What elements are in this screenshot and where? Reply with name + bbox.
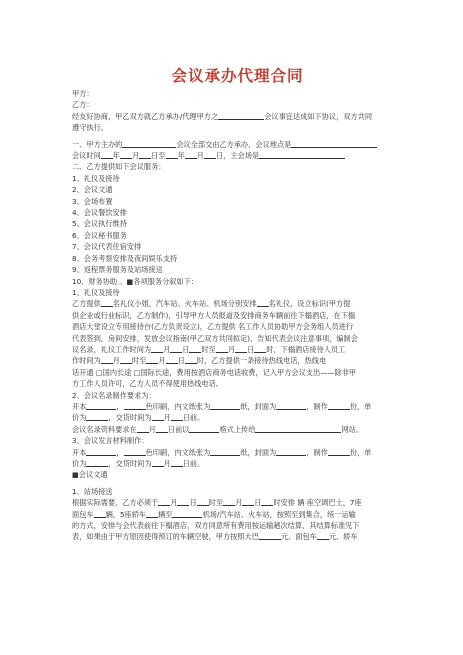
fill-in-blank bbox=[291, 139, 377, 148]
contract-line: 代表签到，房间安排，发放会议指南(甲乙双方共同拟定)，告知代表会议注意事项，编制会 bbox=[72, 333, 358, 343]
contract-line: 4、会议餐饮安排 bbox=[72, 208, 127, 218]
fill-in-blank bbox=[257, 298, 269, 307]
contract-line: 会议时间 年 月 日至 年 月 日，主会场是 bbox=[72, 150, 403, 161]
fill-in-blank bbox=[101, 298, 113, 307]
contract-line: 一、甲方主办的 会议全部交由乙方承办，会议地点是 bbox=[72, 139, 403, 150]
contract-line: 1、礼仪及接待 bbox=[72, 287, 120, 297]
contract-line: 会议名录资料要求在 月 日前以 格式上传给 网站。 bbox=[72, 424, 364, 434]
fill-in-blank bbox=[259, 150, 345, 159]
fill-in-blank bbox=[317, 531, 329, 540]
fill-in-blank bbox=[156, 424, 168, 433]
fill-in-blank bbox=[158, 497, 170, 506]
contract-line: 经友好协商，甲乙双方就乙方承办/代理甲方之 会议事宜达成如下协议，双方共同 bbox=[72, 111, 373, 121]
fill-in-blank bbox=[124, 447, 146, 456]
contract-line: 根据实际需要，乙方必须于 月 日 时至 月 日 时安排 辆 座空调巴士，7座 bbox=[72, 498, 362, 508]
fill-in-blank bbox=[259, 531, 281, 540]
fill-in-blank bbox=[101, 150, 113, 159]
contract-line: 供企业或行业标识，乙方制作)，引导甲方人员报道及安排商务车辆前往下榻酒店，在下榻 bbox=[72, 310, 356, 320]
contract-line: 9、返程票务服务及站场接送 bbox=[72, 265, 163, 275]
contract-line: 3、会场布置 bbox=[72, 196, 113, 206]
fill-in-blank bbox=[210, 447, 240, 456]
fill-in-blank bbox=[120, 355, 132, 364]
fill-in-blank bbox=[328, 447, 350, 456]
fill-in-blank bbox=[218, 111, 264, 120]
contract-line: 2、会议名录制作要求为： bbox=[72, 390, 156, 400]
contract-line: 1、站场接送 bbox=[72, 486, 113, 496]
fill-in-blank bbox=[146, 355, 158, 364]
contract-line: 的方式，安排与会代表前往下榻酒店，双方同意所有费用按运输趟次结算，其结算标准见下 bbox=[72, 521, 360, 531]
fill-in-blank bbox=[223, 497, 235, 506]
fill-in-blank bbox=[254, 344, 266, 353]
fill-in-blank bbox=[86, 412, 108, 421]
fill-in-blank bbox=[185, 150, 197, 159]
fill-in-blank bbox=[216, 344, 228, 353]
fill-in-blank bbox=[185, 355, 197, 364]
contract-line: 遵守执行。 bbox=[72, 123, 108, 133]
contract-line: 6、会议秘书服务 bbox=[72, 230, 127, 240]
fill-in-blank bbox=[137, 424, 149, 433]
contract-line: 作时间为 月 时至 月 日 时，乙方提供一条接待热线电话，热线电 bbox=[72, 356, 327, 366]
fill-in-blank bbox=[101, 355, 113, 364]
contract-line: 酒店大堂设立专用接待台(乙方负责设立)，乙方提供 名工作人员协助甲方会务组人员进行 bbox=[72, 322, 354, 332]
contract-line: 10、财务协助 。■各项服务分叙如下： bbox=[72, 276, 199, 286]
fill-in-blank bbox=[210, 401, 240, 410]
fill-in-blank bbox=[122, 139, 176, 148]
fill-in-blank bbox=[171, 412, 183, 421]
fill-in-blank bbox=[146, 509, 158, 518]
fill-in-blank bbox=[276, 447, 306, 456]
fill-in-blank bbox=[189, 344, 201, 353]
fill-in-blank bbox=[276, 401, 306, 410]
fill-in-blank bbox=[171, 458, 183, 467]
contract-line: 7、会议代表住宿安排 bbox=[72, 242, 142, 252]
fill-in-blank bbox=[170, 344, 182, 353]
contract-line: 价为 ，交货时间为 月 日前。 bbox=[72, 413, 205, 423]
fill-in-blank bbox=[86, 458, 108, 467]
contract-line: 开本 ， 色印刷，内文纸张为 纸，封面为 ，制作 份，单 bbox=[72, 401, 372, 411]
contract-line: 话开通 □国内长途 □国际长途，费用按酒店商务电话收费，记入甲方会议支出——除非甲 bbox=[72, 367, 357, 377]
contract-line: 乙方提供 名礼仪小姐，汽车站、火车站、机场分别安排 名礼仪，设立标识(甲方提 bbox=[72, 299, 351, 309]
fill-in-blank bbox=[189, 424, 219, 433]
contract-line: ■会议文通 bbox=[72, 470, 108, 480]
contract-line: 面包车 辆，5座轿车 辆至 机场/汽车站、火车站，按照至到集合，统一运输 bbox=[72, 509, 356, 519]
fill-in-blank bbox=[124, 401, 146, 410]
contract-line: 1、礼仪及接待 bbox=[72, 173, 120, 183]
fill-in-blank bbox=[235, 344, 247, 353]
fill-in-blank bbox=[152, 458, 164, 467]
fill-in-blank bbox=[152, 412, 164, 421]
page-title: 会议承办代理合同 bbox=[171, 67, 304, 85]
fill-in-blank bbox=[151, 344, 163, 353]
contract-line: 方工作人员许可，乙方人员不得使用热线电话。 bbox=[72, 379, 223, 389]
fill-in-blank bbox=[197, 497, 209, 506]
contract-line: 乙方： bbox=[72, 100, 94, 110]
contract-line: 8、会务考察安排及夜间娱乐支持 bbox=[72, 253, 178, 263]
fill-in-blank bbox=[172, 509, 202, 518]
fill-in-blank bbox=[86, 447, 116, 456]
fill-in-blank bbox=[166, 150, 178, 159]
fill-in-blank bbox=[328, 401, 350, 410]
fill-in-blank bbox=[94, 509, 106, 518]
fill-in-blank bbox=[204, 150, 216, 159]
contract-line: 二、乙方提供如下会议服务： bbox=[72, 162, 166, 172]
contract-line: 甲方： bbox=[72, 89, 94, 98]
fill-in-blank bbox=[255, 424, 341, 433]
contract-body bbox=[72, 88, 403, 543]
contract-line: 2、会议文通 bbox=[72, 185, 113, 195]
fill-in-blank bbox=[120, 150, 132, 159]
contract-line: 5、会议执行维持 bbox=[72, 219, 127, 229]
contract-line: 表，如果由于甲方原因使得预订的车辆空驶，甲方按照大巴 元、面包车 元、轿车 bbox=[72, 532, 358, 542]
contract-line: 开本 ， 色印刷，内文纸张为 纸，封面为 ，制作 份，单 bbox=[72, 447, 372, 457]
fill-in-blank bbox=[177, 497, 189, 506]
fill-in-blank bbox=[166, 355, 178, 364]
contract-line: 3、会议发言材料制作： bbox=[72, 436, 149, 446]
fill-in-blank bbox=[86, 401, 116, 410]
contract-line: 议名录，礼仪工作时间为 月 日 时至 月 日 时，下榻酒店接待人员工 bbox=[72, 344, 346, 354]
fill-in-blank bbox=[261, 497, 273, 506]
contract-line: 价为 ，交货时间为 月 日前。 bbox=[72, 459, 205, 468]
fill-in-blank bbox=[139, 150, 151, 159]
fill-in-blank bbox=[242, 497, 254, 506]
